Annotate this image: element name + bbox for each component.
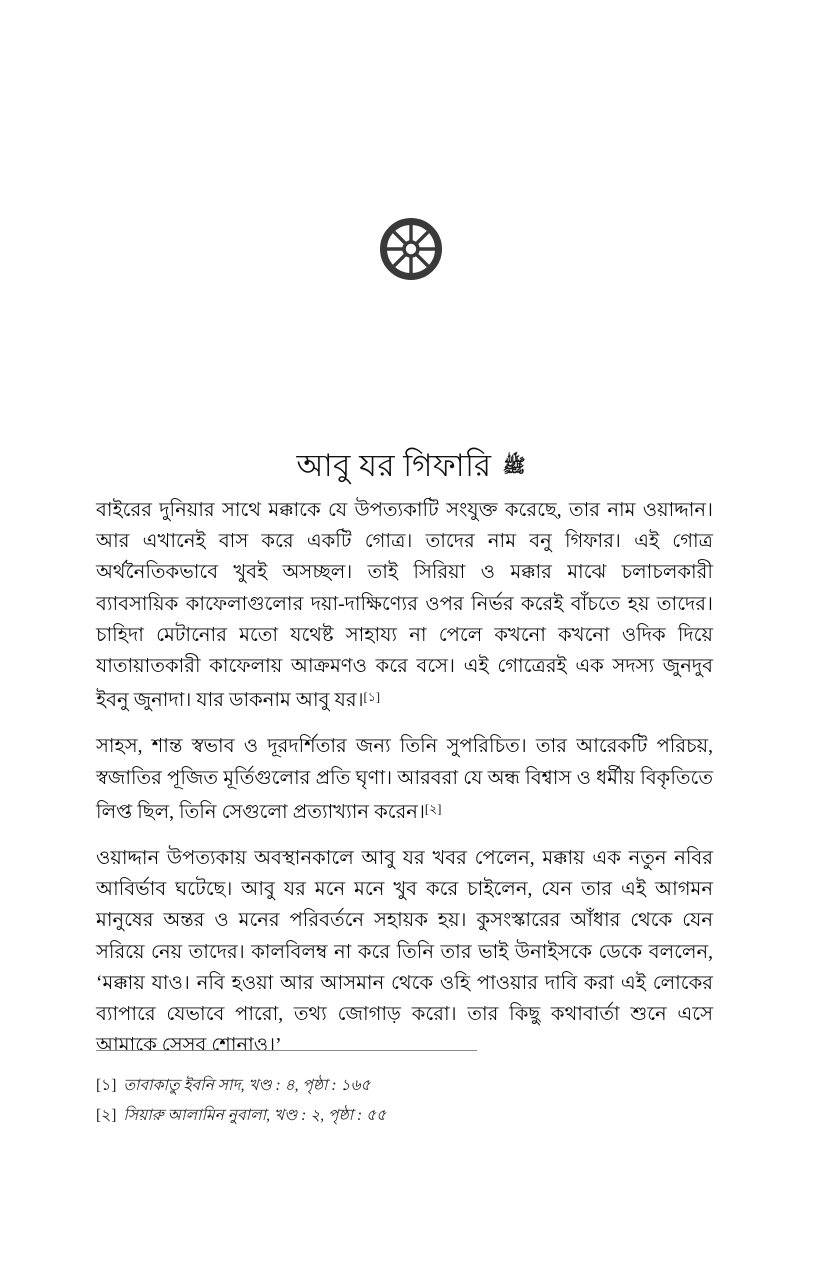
paragraph-1 xyxy=(96,495,713,716)
ornament-container xyxy=(0,218,822,280)
footnote-marker-2[interactable]: [২] xyxy=(424,801,442,816)
footnote-2-text: সিয়ারু আলামিন নুবালা, খণ্ড : ২, পৃষ্ঠা : ৫৫ xyxy=(123,1107,387,1124)
chapter-title-text: আবু যর গিফারি xyxy=(296,447,492,483)
footnote-marker-1[interactable]: [১] xyxy=(363,690,380,705)
footnote-item-1 xyxy=(96,1071,713,1101)
paragraph-2 xyxy=(96,731,713,828)
footnote-1-text: তাবাকাতু ইবনি সাদ, খণ্ড : ৪, পৃষ্ঠা : ১৬৫ xyxy=(123,1077,371,1094)
footnote-1-marker: [১] xyxy=(96,1077,117,1094)
footnote-item-2 xyxy=(96,1101,713,1131)
paragraph-1-text: বাইরের দুনিয়ার সাথে মক্কাকে যে উপত্যকাটি সংযুক্ত করেছে, তার নাম ওয়াদ্দান। আর এখানেই বাস করে একটি গোত্র। তাদের নাম বনু গিফার। এই গোত্র অর্থনৈতিকভাবে খুবই অসচ্ছল। তাই সিরিয়া ও মক্কার মাঝে চলাচলকারী ব্যাবসায়িক কাফেলাগুলোর দয়া-দাক্ষিণ্যের ওপর নির্ভর করেই বাঁচতে হয় তাদের। চাহিদা মেটানোর মতো যথেষ্ট সাহায্য না পেলে কখনো কখনো ওদিক দিয়ে যাতায়াতকারী কাফেলায় আক্রমণও করে বসে। এই গোত্রেরই এক সদস্য জুনদুব ইবনু জুনাদা। যার ডাকনাম আবু যর। xyxy=(96,500,713,712)
flower-rosette-ornament xyxy=(380,218,442,280)
paragraph-3-text: ওয়াদ্দান উপত্যকায় অবস্থানকালে আবু যর খবর পেলেন, মক্কায় এক নতুন নবির আবির্ভাব ঘটেছে। আবু যর মনে মনে খুব করে চাইলেন, যেন তার এই আগমন মানুষের অন্তর ও মনের পরিবর্তনে সহায়ক হয়। কুসংস্কারের আঁধার থেকে যেন সরিয়ে নেয় তাদের। কালবিলম্ব না করে তিনি তার ভাই উনাইসকে ডেকে বললেন, ‘মক্কায় যাও। নবি হওয়া আর আসমান থেকে ওহি পাওয়ার দাবি করা এই লোকের ব্যাপারে যেভাবে পারো, তথ্য জোগাড় করো। তার কিছু কথাবার্তা শুনে এসে আমাকে সেসব শোনাও।’ xyxy=(96,848,713,1057)
honorific-glyph: ﷺ xyxy=(502,455,526,477)
footnote-2-marker: [২] xyxy=(96,1107,117,1124)
footnote-separator xyxy=(96,1050,477,1051)
footnote-area xyxy=(96,1050,713,1131)
paragraph-2-text: সাহস, শান্ত স্বভাব ও দূরদর্শিতার জন্য তিনি সুপরিচিত। তার আরেকটি পরিচয়, স্বজাতির পূজিত মূর্তিগুলোর প্রতি ঘৃণা। আরবরা যে অন্ধ বিশ্বাস ও ধর্মীয় বিকৃতিতে লিপ্ত ছিল, তিনি সেগুলো প্রত্যাখ্যান করেন। xyxy=(96,736,713,823)
page-title xyxy=(0,449,822,483)
body-text-block xyxy=(96,495,713,1061)
paragraph-3 xyxy=(96,843,713,1061)
